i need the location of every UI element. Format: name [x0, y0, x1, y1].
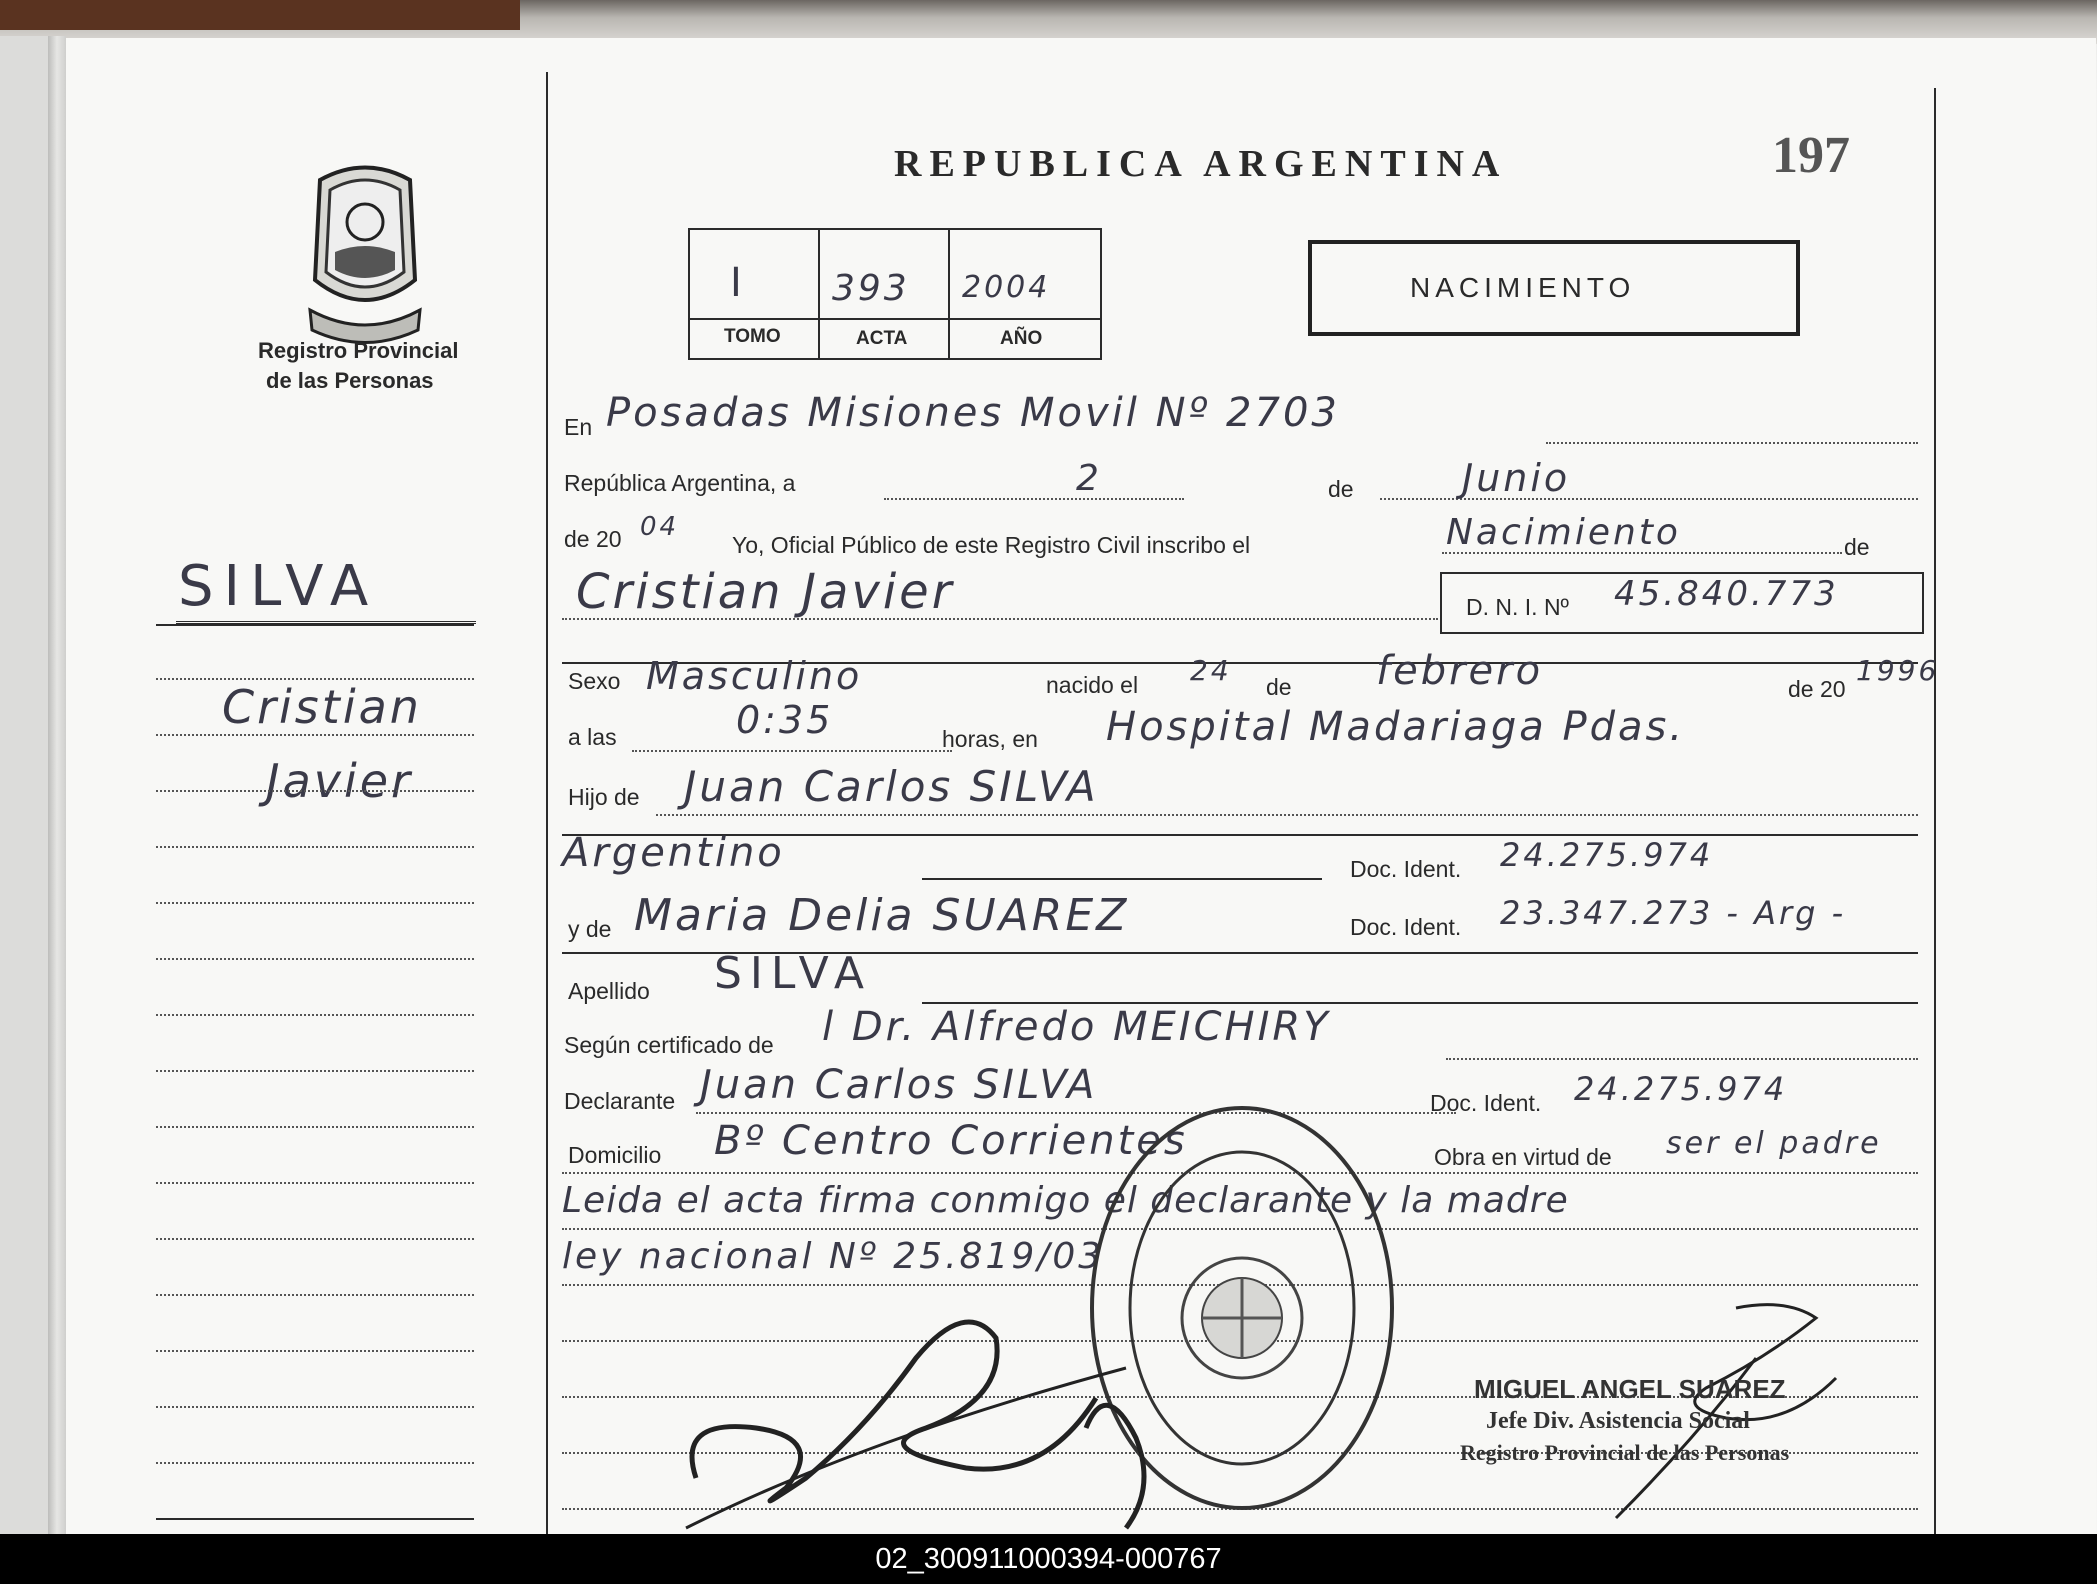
act-type-box: [1308, 240, 1800, 336]
month-value: Junio: [1462, 456, 1571, 500]
stamp-org: Registro Provincial de las Personas: [1460, 1440, 1790, 1465]
nacido-day: 24: [1190, 654, 1232, 687]
margin-rule: [156, 624, 474, 626]
year-prefix: de 20: [564, 526, 622, 552]
declarante-value: Juan Carlos SILVA: [700, 1062, 1098, 1108]
domicilio-value: Bº Centro Corrientes: [714, 1118, 1188, 1164]
nacido-de-label: de: [1266, 674, 1292, 700]
margin-given-name-1: Cristian: [222, 680, 422, 734]
column-divider: [546, 72, 548, 1534]
right-border: [1934, 88, 1936, 1534]
registry-name-line2: de las Personas: [266, 368, 434, 393]
book-binding: [48, 36, 66, 1534]
fill-line: [922, 878, 1322, 880]
acta-value: 393: [832, 268, 910, 309]
inscribo-value: Nacimiento: [1446, 512, 1681, 553]
fill-line: [884, 498, 1184, 500]
acta-label: ACTA: [856, 328, 908, 349]
act-type: NACIMIENTO: [1410, 272, 1636, 303]
sexo-label: Sexo: [568, 668, 621, 694]
declarante-label: Declarante: [564, 1088, 676, 1114]
margin-line: [156, 958, 474, 960]
mother-value: Maria Delia SUAREZ: [634, 890, 1130, 941]
hijo-label: Hijo de: [568, 784, 640, 810]
margin-line: [156, 734, 474, 736]
page-number: 197: [1772, 127, 1850, 184]
nacido-month: febrero: [1376, 648, 1544, 694]
nacido-year-label: de 20: [1788, 676, 1846, 702]
margin-surname: SILVA: [178, 554, 379, 619]
horas-label: horas, en: [942, 726, 1038, 752]
place-value: Hospital Madariaga Pdas.: [1106, 704, 1686, 750]
certificate-page: [66, 38, 2096, 1534]
apellido-label: Apellido: [568, 978, 650, 1004]
fill-line: [562, 618, 1438, 620]
obra-label: Obra en virtud de: [1434, 1144, 1612, 1170]
margin-line: [156, 1350, 474, 1352]
margin-given-name-2: Javier: [266, 754, 413, 808]
previous-page-edge: [0, 36, 48, 1534]
fill-line: [1380, 498, 1918, 500]
margin-line: [156, 1126, 474, 1128]
margin-line: [156, 790, 474, 792]
stamp-role: Jefe Div. Asistencia Social: [1486, 1408, 1750, 1434]
tomo-label: TOMO: [724, 326, 781, 347]
margin-line: [156, 1014, 474, 1016]
yde-label: y de: [568, 916, 612, 942]
margin-line: [156, 902, 474, 904]
hour-value: 0:35: [736, 698, 834, 742]
year-value: 04: [640, 512, 680, 542]
apellido-value: SILVA: [714, 948, 872, 999]
misiones-coat-of-arms-icon: [300, 160, 430, 350]
child-name-value: Cristian Javier: [576, 564, 955, 620]
en-label: En: [564, 414, 593, 440]
margin-line: [156, 1070, 474, 1072]
segun-label: Según certificado de: [564, 1032, 774, 1058]
day-value: 2: [1076, 458, 1102, 499]
tomo-value: I: [730, 260, 745, 306]
anio-value: 2004: [962, 270, 1051, 305]
nacido-year-value: 1996: [1856, 654, 1940, 687]
stamp-name: MIGUEL ANGEL SUAREZ: [1474, 1374, 1786, 1404]
officer-signature-icon: [666, 1278, 1226, 1534]
margin-line: [156, 1294, 474, 1296]
declarante-doc: 24.275.974: [1574, 1070, 1788, 1108]
de-label-2: de: [1844, 534, 1870, 560]
fill-line: [656, 814, 1918, 816]
domicilio-label: Domicilio: [568, 1142, 662, 1168]
dni-label: D. N. I. Nº: [1466, 594, 1569, 620]
alas-label: a las: [568, 724, 617, 750]
scan-caption: 02_300911000394-000767: [0, 1534, 2097, 1584]
margin-line: [156, 1182, 474, 1184]
margin-line: [156, 1518, 474, 1520]
continuation-line-1: Leida el acta firma conmigo el declarante y la madre: [562, 1180, 1569, 1221]
republica-label: República Argentina, a: [564, 470, 796, 496]
margin-line: [156, 1238, 474, 1240]
father-value: Juan Carlos SILVA: [684, 762, 1099, 811]
sexo-value: Masculino: [646, 654, 863, 698]
continuation-line-2: ley nacional Nº 25.819/03: [562, 1236, 1105, 1277]
record-box: [688, 228, 1102, 360]
mother-doc: 23.347.273 - Arg -: [1500, 894, 1847, 932]
yo-label: Yo, Oficial Público de este Registro Civil inscribo el: [732, 532, 1251, 558]
registry-name-line1: Registro Provincial: [258, 338, 459, 363]
dni-value: 45.840.773: [1614, 574, 1839, 614]
fill-line: [1442, 552, 1842, 554]
fill-line: [1446, 1058, 1918, 1060]
mother-doc-label: Doc. Ident.: [1350, 914, 1462, 940]
margin-line: [156, 846, 474, 848]
de-label: de: [1328, 476, 1354, 502]
margin-line: [156, 1462, 474, 1464]
declarante-doc-label: Doc. Ident.: [1430, 1090, 1542, 1116]
father-nationality: Argentino: [562, 830, 785, 876]
anio-label: AÑO: [1000, 328, 1043, 349]
dni-box: [1440, 572, 1924, 634]
fill-line: [1546, 442, 1918, 444]
margin-line: [156, 678, 474, 680]
father-doc-label: Doc. Ident.: [1350, 856, 1462, 882]
fill-line: [632, 750, 952, 752]
segun-value: l Dr. Alfredo MEICHIRY: [822, 1004, 1331, 1050]
country-title: REPUBLICA ARGENTINA: [894, 143, 1508, 185]
obra-value: ser el padre: [1666, 1126, 1882, 1161]
en-value: Posadas Misiones Movil Nº 2703: [606, 390, 1340, 436]
nacido-label: nacido el: [1046, 672, 1139, 698]
father-doc: 24.275.974: [1500, 836, 1714, 874]
margin-line: [156, 1406, 474, 1408]
